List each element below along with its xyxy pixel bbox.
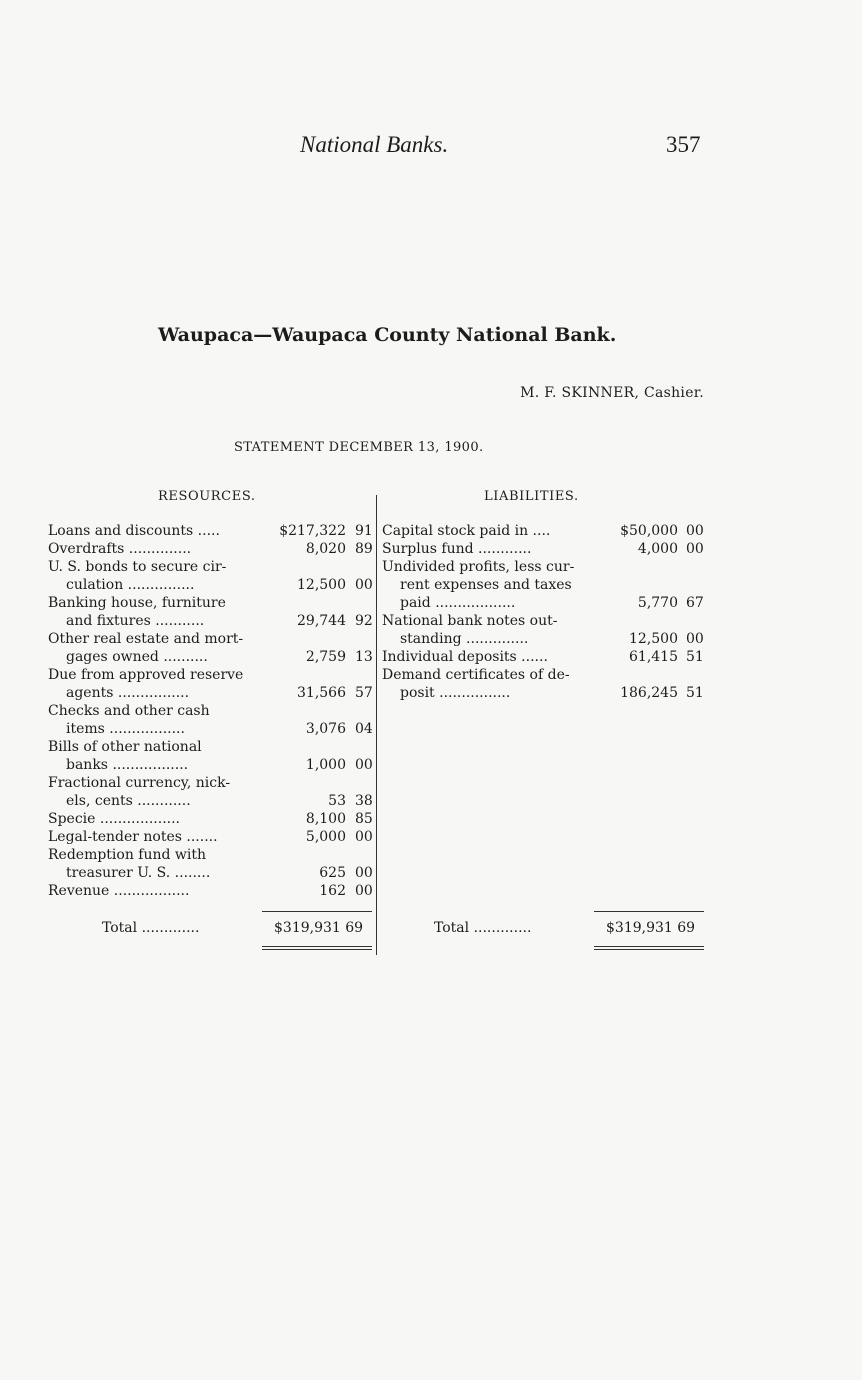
resources-row-dollars: 53	[328, 793, 346, 809]
resources-row-label: Specie ..................	[48, 811, 180, 827]
liabilities-row	[0, 612, 862, 630]
liabilities-total-value: $319,931 69	[606, 920, 696, 936]
liabilities-row-dollars: 4,000	[637, 541, 678, 557]
liabilities-total-label: Total .............	[434, 920, 532, 936]
resources-row-label: and fixtures ...........	[66, 613, 205, 629]
resources-row-dollars: 162	[319, 883, 346, 899]
resources-row	[0, 756, 862, 774]
liabilities-row-cents: 51	[686, 649, 704, 665]
resources-row	[0, 702, 862, 720]
resources-row-label: Redemption fund with	[48, 847, 207, 863]
liabilities-row-dollars: 5,770	[637, 595, 678, 611]
resources-row	[0, 810, 862, 828]
resources-row	[0, 882, 862, 900]
liabilities-row	[0, 576, 862, 594]
resources-row	[0, 774, 862, 792]
resources-row-cents: 91	[355, 523, 373, 539]
resources-total-rule	[262, 911, 372, 912]
liabilities-row	[0, 558, 862, 576]
liabilities-row-label: posit ................	[400, 685, 511, 701]
resources-row-label: U. S. bonds to secure cir-	[48, 559, 227, 575]
resources-row-cents: 00	[355, 829, 373, 845]
resources-row-cents: 89	[355, 541, 373, 557]
resources-total-value: $319,931 69	[274, 920, 364, 936]
resources-row	[0, 738, 862, 756]
liabilities-row	[0, 522, 862, 540]
resources-row-dollars: 3,076	[305, 721, 346, 737]
resources-row	[0, 828, 862, 846]
resources-row-label: Due from approved reserve	[48, 667, 244, 683]
liabilities-row-label: Undivided profits, less cur-	[382, 559, 575, 575]
resources-row-cents: 13	[355, 649, 373, 665]
resources-row	[0, 864, 862, 882]
resources-row-dollars: $217,322	[279, 523, 346, 539]
resources-row-label: Legal-tender notes .......	[48, 829, 218, 845]
resources-row-cents: 85	[355, 811, 373, 827]
liabilities-row-label: Demand certificates of de-	[382, 667, 570, 683]
liabilities-row-cents: 00	[686, 541, 704, 557]
liabilities-total-double-rule	[594, 946, 704, 950]
liabilities-row-cents: 51	[686, 685, 704, 701]
liabilities-row	[0, 684, 862, 702]
resources-row-dollars: 5,000	[305, 829, 346, 845]
running-title: National Banks.	[300, 132, 449, 157]
liabilities-row-dollars: 61,415	[629, 649, 678, 665]
resources-row-label: Bills of other national	[48, 739, 202, 755]
resources-row-cents: 00	[355, 883, 373, 899]
page-number: 357	[666, 132, 701, 157]
liabilities-row-label: Individual deposits ......	[382, 649, 548, 665]
liabilities-row-label: paid ..................	[400, 595, 516, 611]
liabilities-row-cents: 00	[686, 631, 704, 647]
resources-row-label: treasurer U. S. ........	[66, 865, 211, 881]
liabilities-row	[0, 594, 862, 612]
resources-row-label: banks .................	[66, 757, 189, 773]
resources-row-cents: 92	[355, 613, 373, 629]
resources-row-dollars: 31,566	[297, 685, 346, 701]
resources-total-double-rule	[262, 946, 372, 950]
liabilities-row-dollars: 12,500	[629, 631, 678, 647]
liabilities-row-dollars: 186,245	[620, 685, 678, 701]
liabilities-row-label: Capital stock paid in ....	[382, 523, 551, 539]
resources-row-label: Other real estate and mort-	[48, 631, 244, 647]
liabilities-row-label: Surplus fund ............	[382, 541, 532, 557]
liabilities-row	[0, 630, 862, 648]
resources-row-label: culation ...............	[66, 577, 195, 593]
resources-row-dollars: 8,020	[305, 541, 346, 557]
resources-row-cents: 57	[355, 685, 373, 701]
resources-row	[0, 846, 862, 864]
resources-row-dollars: 29,744	[297, 613, 346, 629]
resources-row-label: Revenue .................	[48, 883, 190, 899]
resources-row-dollars: 12,500	[297, 577, 346, 593]
liabilities-row	[0, 648, 862, 666]
liabilities-row-label: National bank notes out-	[382, 613, 558, 629]
resources-row-label: agents ................	[66, 685, 190, 701]
resources-row	[0, 792, 862, 810]
resources-row-dollars: 2,759	[305, 649, 346, 665]
liabilities-heading: LIABILITIES.	[484, 489, 579, 504]
bank-title: Waupaca—Waupaca County National Bank.	[158, 324, 617, 346]
resources-row-cents: 00	[355, 865, 373, 881]
resources-row-cents: 04	[355, 721, 373, 737]
liabilities-row	[0, 540, 862, 558]
resources-total-label: Total .............	[102, 920, 200, 936]
resources-row-label: Loans and discounts .....	[48, 523, 220, 539]
resources-row-dollars: 625	[319, 865, 346, 881]
running-head	[0, 132, 862, 162]
resources-row-cents: 00	[355, 757, 373, 773]
resources-row-label: Checks and other cash	[48, 703, 210, 719]
resources-row-cents: 38	[355, 793, 373, 809]
liabilities-row-cents: 67	[686, 595, 704, 611]
liabilities-row-label: rent expenses and taxes	[400, 577, 572, 593]
cashier-line: M. F. SKINNER, Cashier.	[520, 385, 704, 401]
resources-row-cents: 00	[355, 577, 373, 593]
liabilities-total-rule	[594, 911, 704, 912]
liabilities-row-dollars: $50,000	[620, 523, 678, 539]
resources-row-dollars: 1,000	[305, 757, 346, 773]
liabilities-row	[0, 666, 862, 684]
resources-row-label: gages owned ..........	[66, 649, 208, 665]
liabilities-row-label: standing ..............	[400, 631, 529, 647]
resources-row-dollars: 8,100	[305, 811, 346, 827]
resources-row-label: Overdrafts ..............	[48, 541, 192, 557]
resources-heading: RESOURCES.	[158, 489, 256, 504]
resources-row-label: Banking house, furniture	[48, 595, 226, 611]
resources-row-label: els, cents ............	[66, 793, 191, 809]
resources-row-label: Fractional currency, nick-	[48, 775, 231, 791]
liabilities-row-cents: 00	[686, 523, 704, 539]
resources-row	[0, 720, 862, 738]
statement-date: STATEMENT DECEMBER 13, 1900.	[234, 440, 484, 455]
resources-row-label: items .................	[66, 721, 185, 737]
